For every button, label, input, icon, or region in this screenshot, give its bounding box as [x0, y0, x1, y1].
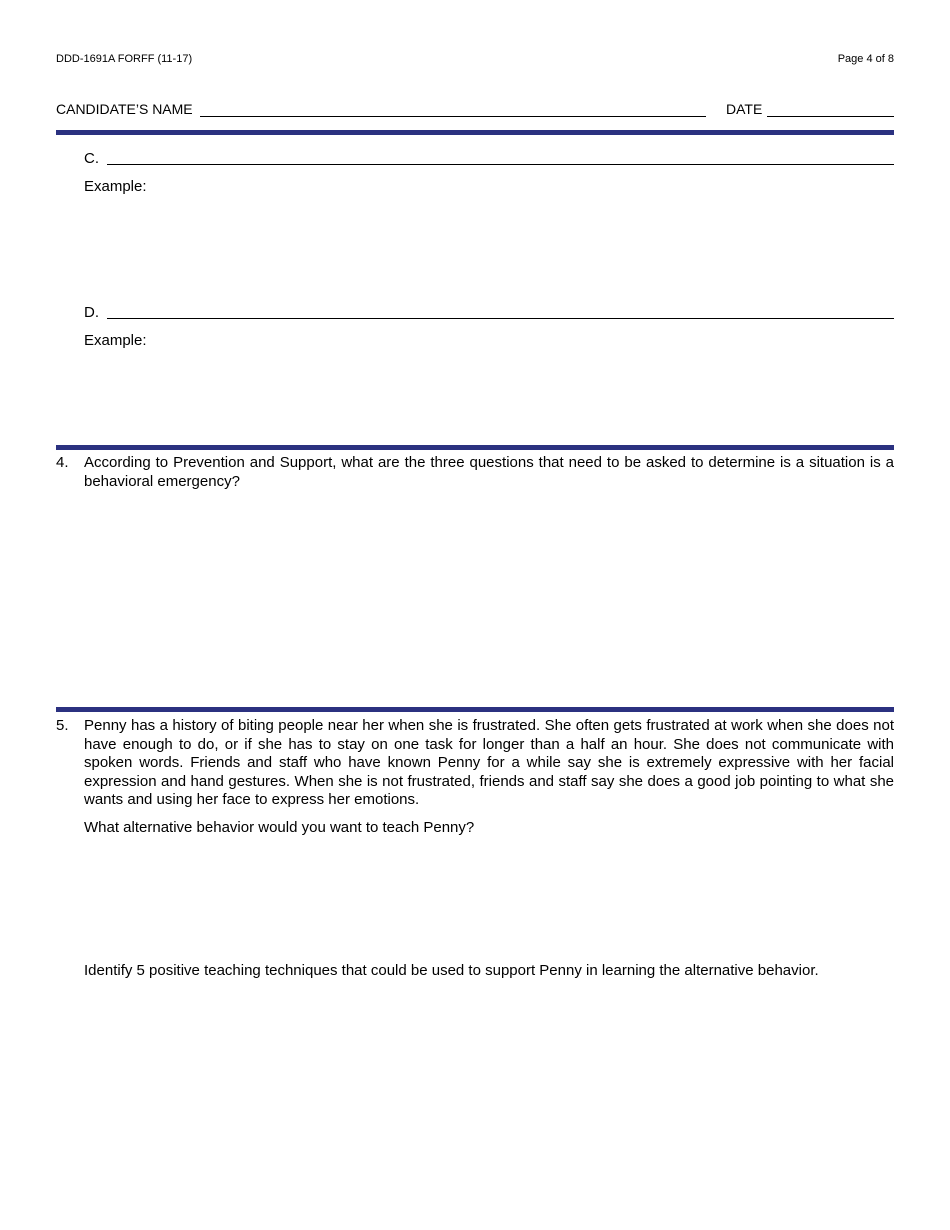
section-divider: [56, 707, 894, 712]
candidate-name-label: CANDIDATE’S NAME: [56, 101, 193, 117]
question-5-number: 5.: [56, 717, 69, 734]
form-id: DDD-1691A FORFF (11-17): [56, 53, 193, 65]
question-5-alternative-behavior-answer-area[interactable]: [84, 842, 894, 954]
item-d-example-label: Example:: [84, 332, 147, 349]
section-divider: [56, 445, 894, 450]
item-c-label: C.: [84, 150, 99, 167]
question-4-answer-area[interactable]: [84, 500, 894, 700]
question-5-teaching-techniques-answer-area[interactable]: [84, 986, 894, 1186]
item-d-answer-field[interactable]: [107, 318, 894, 319]
question-4-number: 4.: [56, 454, 69, 471]
item-c-example-label: Example:: [84, 178, 147, 195]
item-c-example-answer-area[interactable]: [84, 200, 894, 295]
section-divider: [56, 130, 894, 135]
date-label: DATE: [726, 101, 763, 117]
question-5-prompt-alternative-behavior: What alternative behavior would you want to teach Penny?: [84, 819, 475, 836]
question-4-text: According to Prevention and Support, what are the three questions that need to be asked to determine is a situation is a behavioral emergency?: [84, 454, 894, 490]
page-number: Page 4 of 8: [837, 53, 894, 65]
date-field[interactable]: [767, 116, 894, 117]
item-d-label: D.: [84, 304, 99, 321]
item-c-answer-field[interactable]: [107, 164, 894, 165]
question-5-text: Penny has a history of biting people near her when she is frustrated. She often gets frustrated at work when she does not have enough to do, or if she has to stay on one task for longer than a half an hour. She does not communicate with spoken words. Friends and staff who have known Penny for a while say she is extremely expressive with her facial expression and hand gestures. When she is not frustrated, friends and staff say she does a good job pointing to what she wants and using her face to express her emotions.: [84, 717, 894, 808]
item-d-example-answer-area[interactable]: [84, 354, 894, 439]
candidate-name-field[interactable]: [200, 116, 706, 117]
question-5-prompt-teaching-techniques: Identify 5 positive teaching techniques that could be used to support Penny in learning the alternative behavior.: [84, 962, 819, 979]
